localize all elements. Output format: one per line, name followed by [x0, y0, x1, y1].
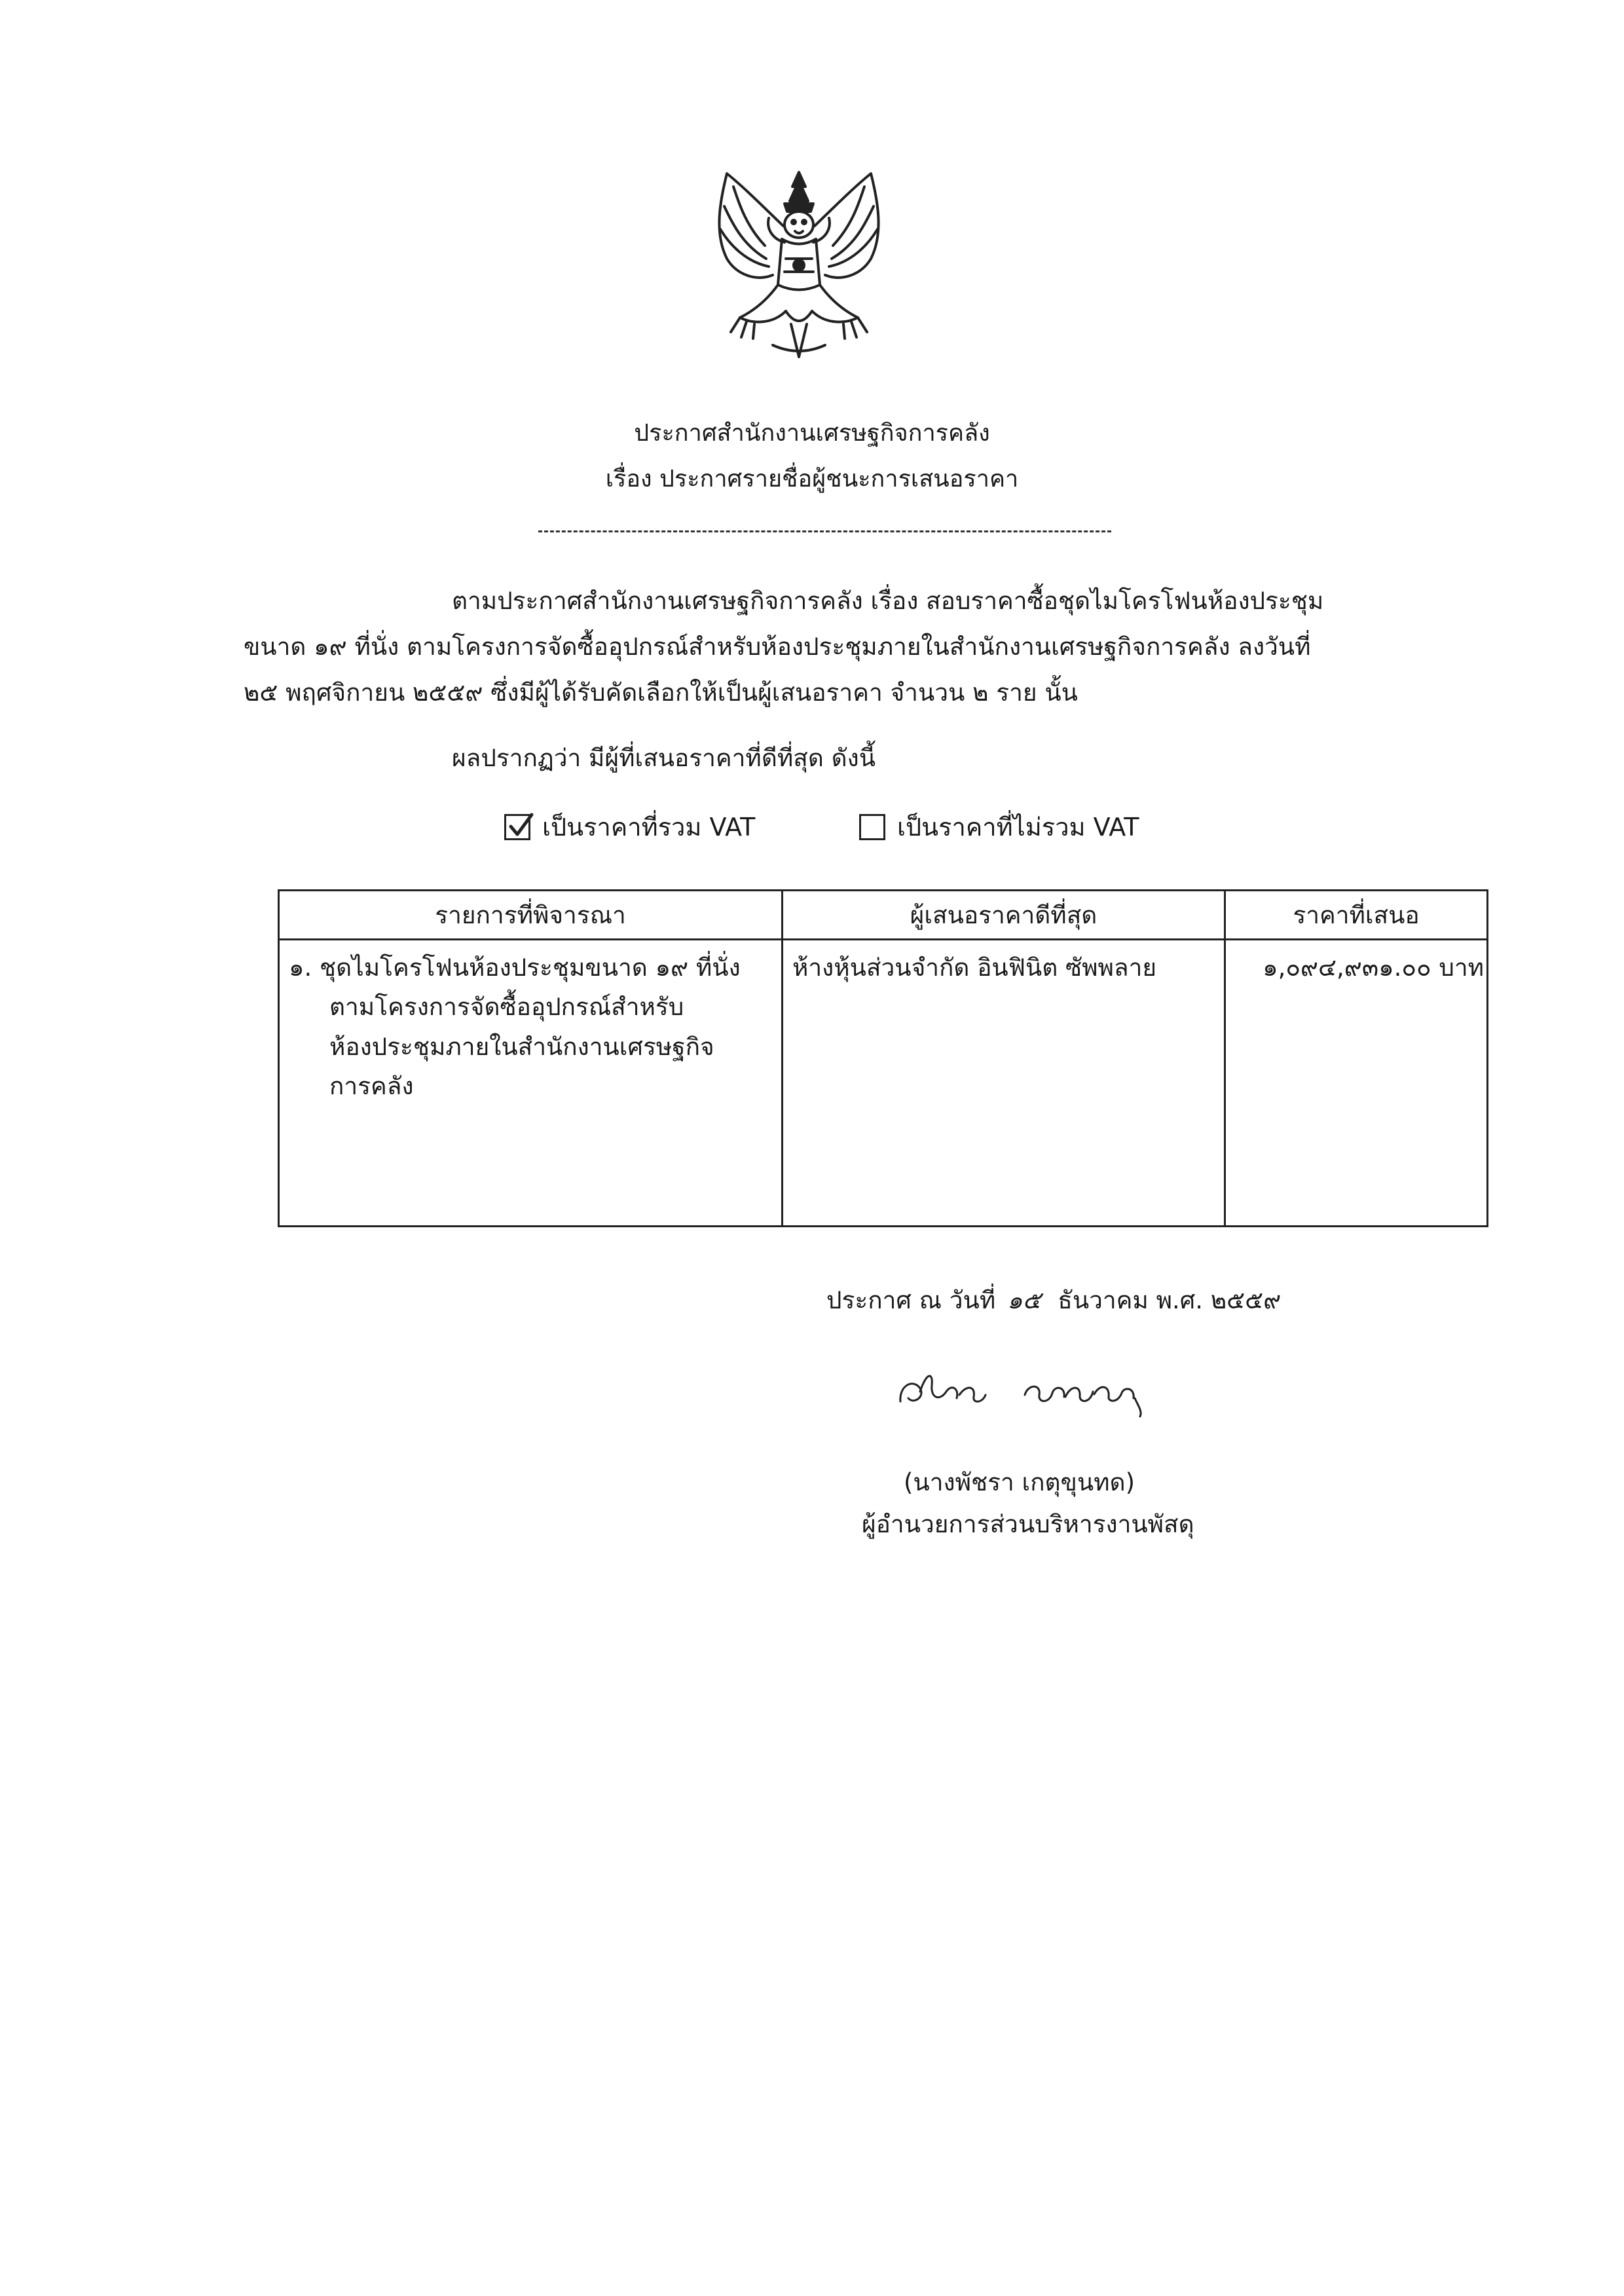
- checkmark-icon: [506, 812, 534, 841]
- table-row: [279, 940, 1488, 1227]
- item-cell: [279, 940, 783, 1227]
- paragraph-1-line-3: ๒๕ พฤศจิกายน ๒๕๕๙ ซึ่งมีผู้ได้รับคัดเลือกให้เป็นผู้เสนอราคา จำนวน ๒ ราย นั้น: [244, 678, 1078, 707]
- item-line: ตามโครงการจัดซื้ออุปกรณ์สำหรับ: [329, 993, 684, 1022]
- vat-included-label: เป็นราคาที่รวม VAT: [542, 813, 756, 842]
- signatory-position: ผู้อำนวยการส่วนบริหารงานพัสดุ: [862, 1510, 1194, 1538]
- vat-included-option[interactable]: [504, 807, 755, 847]
- item-line: ๑. ชุดไมโครโฟนห้องประชุมขนาด ๑๙ ที่นั่ง: [289, 954, 741, 982]
- announcement-day: ๑๕: [1006, 1286, 1041, 1314]
- vat-excluded-label: เป็นราคาที่ไม่รวม VAT: [897, 813, 1139, 842]
- document-subject: เรื่อง ประกาศรายชื่อผู้ชนะการเสนอราคา: [605, 466, 1019, 492]
- header-price: ราคาที่เสนอ: [1225, 891, 1488, 940]
- item-line: ห้องประชุมภายในสำนักงานเศรษฐกิจ: [329, 1032, 714, 1061]
- price-cell: ๑,๐๙๔,๙๓๑.๐๐ บาท: [1225, 940, 1488, 1227]
- bidder-cell: ห้างหุ้นส่วนจำกัด อินฟินิต ซัพพลาย: [783, 940, 1225, 1227]
- paragraph-1-line-1: ตามประกาศสำนักงานเศรษฐกิจการคลัง เรื่อง สอบราคาซื้อชุดไมโครโฟนห้องประชุม: [452, 587, 1324, 615]
- vat-excluded-checkbox[interactable]: [859, 814, 885, 840]
- header-item: รายการที่พิจารณา: [279, 891, 783, 940]
- header-bidder: ผู้เสนอราคาดีที่สุด: [783, 891, 1225, 940]
- garuda-emblem: [701, 160, 897, 370]
- handwritten-signature: [894, 1365, 1169, 1418]
- announcement-suffix: ธันวาคม พ.ศ. ๒๕๕๙: [1058, 1286, 1282, 1314]
- title-divider: [538, 530, 1111, 532]
- bid-results-table: [278, 889, 1488, 1227]
- table-header-row: [279, 891, 1488, 940]
- paragraph-2: ผลปรากฏว่า มีผู้ที่เสนอราคาที่ดีที่สุด ดังนี้: [452, 744, 876, 772]
- document-title: ประกาศสำนักงานเศรษฐกิจการคลัง: [634, 420, 990, 447]
- paragraph-1-line-2: ขนาด ๑๙ ที่นั่ง ตามโครงการจัดซื้ออุปกรณ์สำหรับห้องประชุมภายในสำนักงานเศรษฐกิจการคลัง ลงวันที่: [244, 633, 1311, 661]
- announcement-prefix: ประกาศ ณ วันที่: [826, 1286, 996, 1314]
- item-line: การคลัง: [329, 1071, 414, 1100]
- vat-excluded-option[interactable]: [859, 807, 1139, 847]
- announcement-date: [826, 1281, 1281, 1320]
- vat-included-checkbox[interactable]: [504, 814, 530, 840]
- signatory-name: (นางพัชรา เกตุขุนทด): [904, 1468, 1135, 1496]
